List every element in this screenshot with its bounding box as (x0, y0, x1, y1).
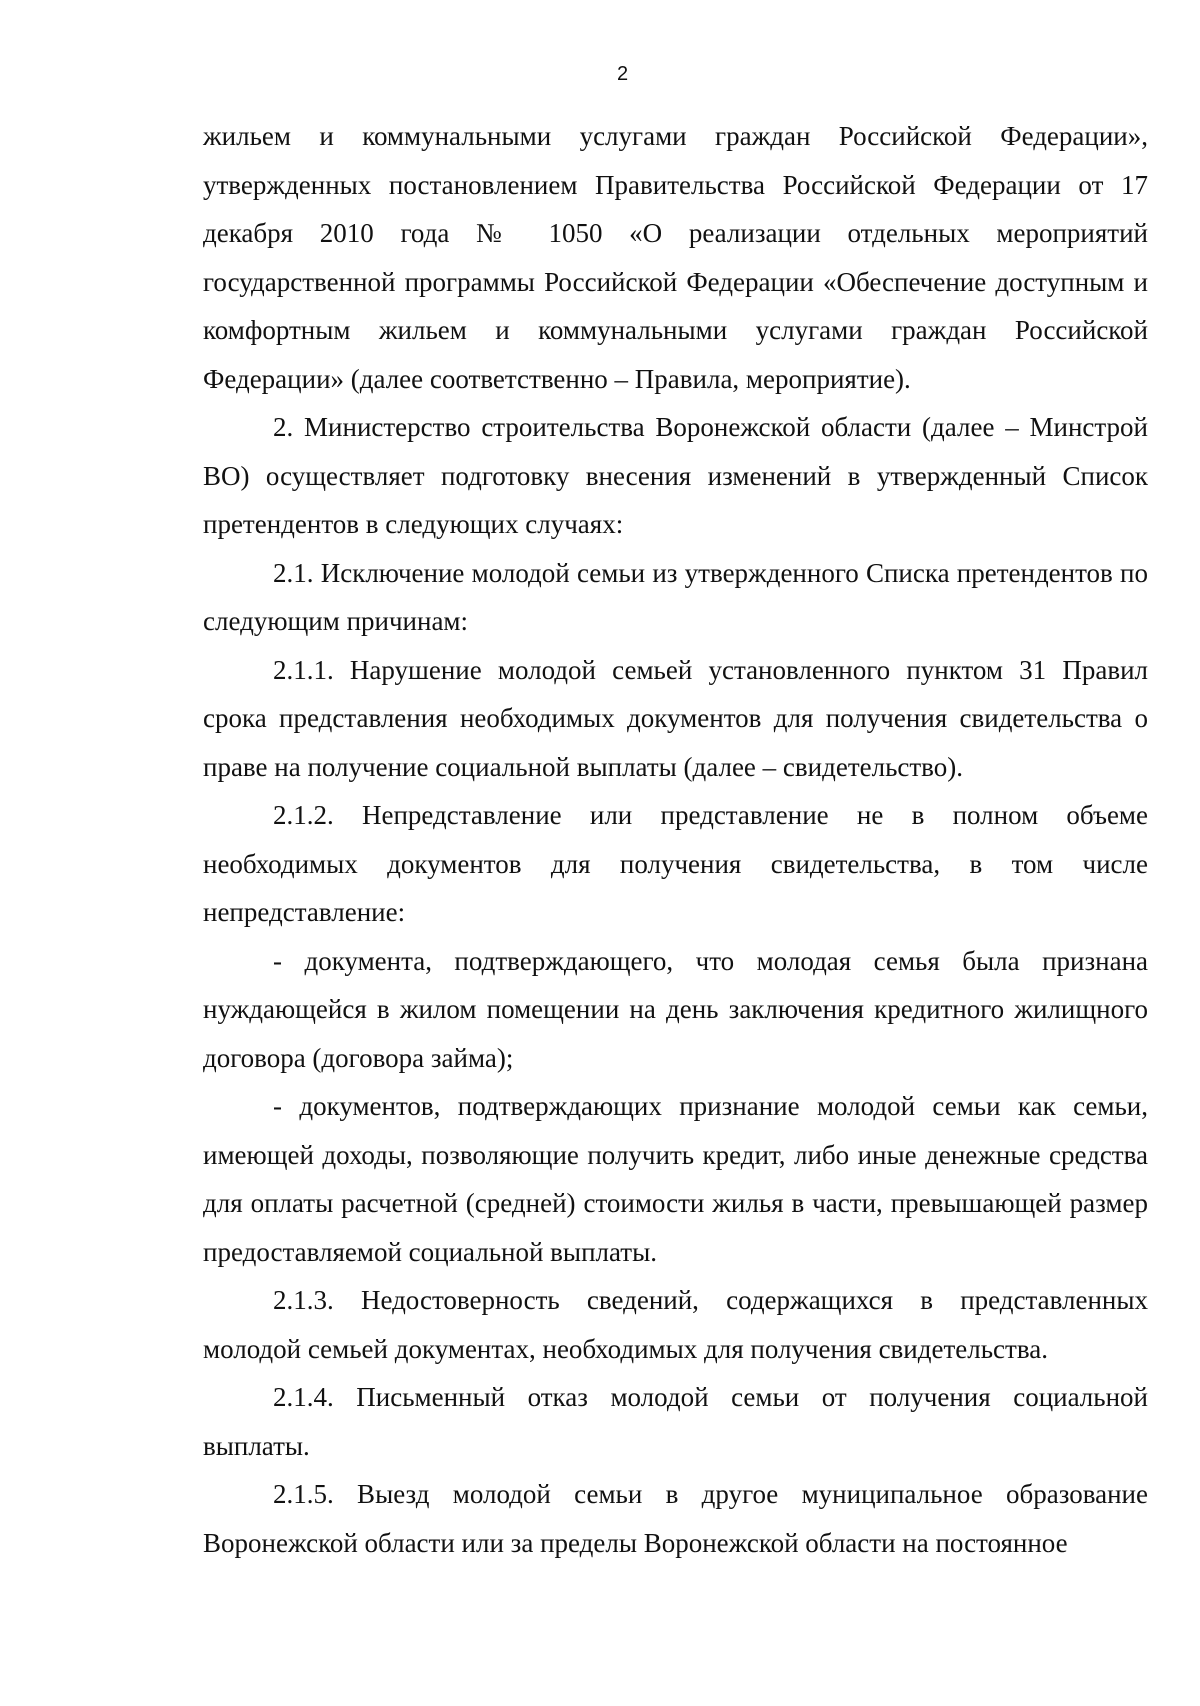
paragraph-continuation: жильем и коммунальными услугами граждан Российской Федерации», утвержденных постановлением Правительства Российской Федерации от 17 декабря 2010 года № 1050 «О реализации отдельных мероприятий государственной программы Российской Федерации «Обеспечение доступным и комфортным жильем и коммунальными услугами граждан Российской Федерации» (далее соответственно – Правила, мероприятие). (203, 121, 1148, 394)
paragraph-item-2-1-2: 2.1.2. Непредставление или представление не в полном объеме необходимых документов для получения свидетельства, в том числе непредставление: (203, 800, 1148, 927)
paragraph-item-2-1-3: 2.1.3. Недостоверность сведений, содержащихся в представленных молодой семьей документах, необходимых для получения свидетельства. (203, 1285, 1148, 1364)
paragraph-item-2: 2. Министерство строительства Воронежской области (далее – Минстрой ВО) осуществляет подготовку внесения изменений в утвержденный Список претендентов в следующих случаях: (203, 412, 1148, 539)
paragraph-item-2-1-1: 2.1.1. Нарушение молодой семьей установленного пунктом 31 Правил срока представления необходимых документов для получения свидетельства о праве на получение социальной выплаты (далее – свидетельство). (203, 654, 1148, 782)
document-body (203, 112, 1148, 1567)
paragraph-item-2-1-5: 2.1.5. Выезд молодой семьи в другое муниципальное образование Воронежской области или за пределы Воронежской области на постоянное (203, 1479, 1148, 1558)
paragraph-item-2-1: 2.1. Исключение молодой семьи из утвержденного Списка претендентов по следующим причинам: (203, 557, 1148, 636)
paragraph-item-2-1-4: 2.1.4. Письменный отказ молодой семьи от получения социальной выплаты. (203, 1382, 1148, 1461)
paragraph-dash-item-1: - документа, подтверждающего, что молодая семья была признана нуждающейся в жилом помещении на день заключения кредитного жилищного договора (договора займа); (203, 945, 1148, 1073)
page-number: 2 (616, 63, 629, 85)
paragraph-dash-item-2: - документов, подтверждающих признание молодой семьи как семьи, имеющей доходы, позволяющие получить кредит, либо иные денежные средства для оплаты расчетной (средней) стоимости жилья в части, превышающей размер предоставляемой социальной выплаты. (203, 1091, 1148, 1267)
